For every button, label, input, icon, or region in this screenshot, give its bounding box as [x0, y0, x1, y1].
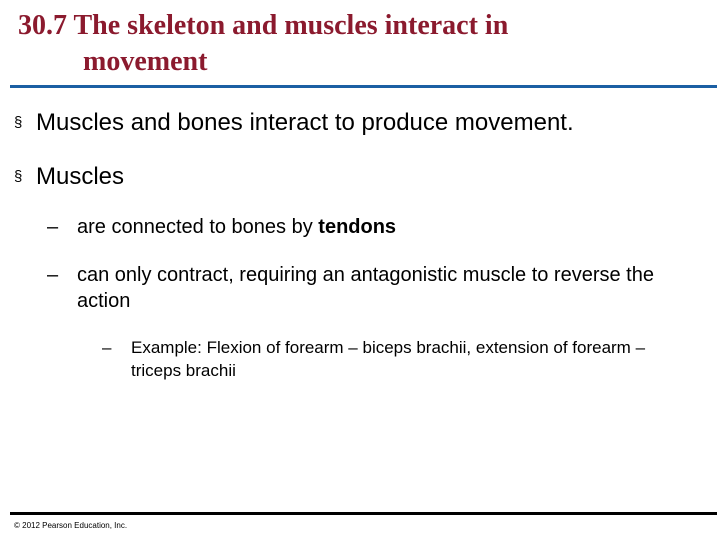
- bullet-text: Muscles and bones interact to produce movement.: [36, 109, 574, 136]
- bullet-text: Muscles: [36, 163, 125, 190]
- sub-bullet-text: can only contract, requiring an antagonistic muscle to reverse the action: [77, 264, 654, 312]
- bullet-marker-icon: §: [14, 168, 23, 185]
- bullet-item-2: [14, 162, 124, 192]
- bullet-marker-icon: §: [14, 114, 23, 131]
- dash-marker-icon: –: [47, 216, 59, 238]
- sub-sub-bullet-item-1: [102, 336, 671, 382]
- sub-bullet-text-plain: are connected to bones by: [77, 216, 319, 238]
- bullet-item-1: [14, 108, 574, 138]
- footer-divider: [10, 512, 717, 515]
- sub-bullet-item-2: [47, 262, 677, 314]
- slide-title-line2: movement: [83, 46, 208, 77]
- sub-bullet-item-1: [47, 214, 677, 240]
- sub-bullet-keyword: tendons: [318, 216, 397, 238]
- sub-sub-bullet-text: Example: Flexion of forearm – biceps brachii, extension of forearm – triceps brachii: [131, 338, 646, 380]
- dash-marker-icon: –: [102, 338, 112, 357]
- dash-marker-icon: –: [47, 264, 59, 286]
- slide-title: [18, 8, 658, 80]
- slide-title-line1: 30.7 The skeleton and muscles interact in: [18, 10, 509, 41]
- sub-bullet-text: [47, 214, 677, 240]
- title-divider: [10, 85, 717, 88]
- copyright-footer: © 2012 Pearson Education, Inc.: [14, 521, 128, 530]
